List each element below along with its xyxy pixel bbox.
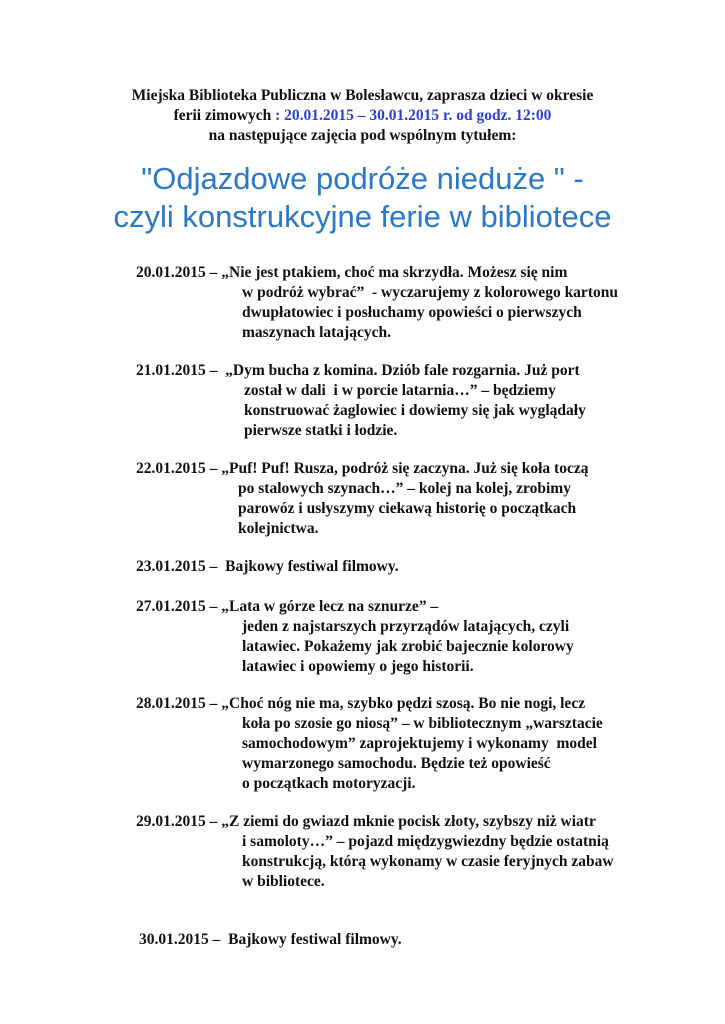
intro-line: Miejska Biblioteka Publiczna w Bolesławcu, zaprasza dzieci w okresie [131, 87, 594, 104]
schedule-entry-date-line: 28.01.2015 – „Choć nóg nie ma, szybko pędzi szosą. Bo nie nogi, lecz [136, 695, 586, 712]
schedule-entry-text-line: dwupłatowiec i posłuchamy opowieści o pierwszych [242, 304, 582, 321]
schedule-entry-text-line: samochodowym” zaprojektujemy i wykonamy model [242, 735, 597, 752]
schedule-entry-text-line: jeden z najstarszych przyrządów latających, czyli [242, 618, 570, 635]
schedule-entry-text-line: i samoloty…” – pojazd międzygwiezdny będzie ostatnią [242, 833, 609, 850]
schedule-entry-text-line: parowóz i usłyszymy ciekawą historię o początkach [238, 500, 577, 517]
schedule-entry-date-line: 30.01.2015 – Bajkowy festiwal filmowy. [139, 931, 402, 948]
schedule-entry-text-line: wymarzonego samochodu. Będzie też opowieść [242, 755, 551, 772]
event-dates: : 20.01.2015 – 30.01.2015 r. od godz. 12:00 [271, 107, 552, 124]
schedule-entry-text-line: pierwsze statki i łodzie. [244, 422, 398, 439]
schedule-entry-text-line: koła po szosie go niosą” – w bibliotecznym „warsztacie [242, 715, 603, 732]
title-line: "Odjazdowe podróże nieduże " - [141, 161, 584, 196]
title-line: czyli konstrukcyjne ferie w bibliotece [113, 199, 612, 234]
schedule-entry-text-line: konstrukcją, którą wykonamy w czasie feryjnych zabaw [242, 853, 614, 870]
schedule-entry-date-line: 20.01.2015 – „Nie jest ptakiem, choć ma skrzydła. Możesz się nim [136, 264, 568, 281]
schedule-entry-text-line: latawiec. Pokażemy jak zrobić bajecznie kolorowy [242, 638, 574, 655]
schedule-entry-text-line: maszynach latających. [242, 324, 391, 341]
intro-line: na następujące zajęcia pod wspólnym tytułem: [208, 127, 517, 144]
schedule-entry-date-line: 29.01.2015 – „Z ziemi do gwiazd mknie pocisk złoty, szybszy niż wiatr [136, 813, 596, 830]
schedule-entry-text-line: o początkach motoryzacji. [242, 775, 416, 792]
schedule-entry-text-line: kolejnictwa. [238, 520, 319, 537]
schedule-entry-text-line: latawiec i opowiemy o jego historii. [242, 658, 474, 675]
schedule-entry-text-line: konstruować żaglowiec i dowiemy się jak wyglądały [244, 402, 586, 419]
schedule-entry-date-line: 27.01.2015 – „Lata w górze lecz na sznurze” – [136, 598, 439, 615]
schedule-entry-text-line: w podróż wybrać” - wyczarujemy z kolorowego kartonu [242, 284, 618, 301]
schedule-entry-text-line: został w dali i w porcie latarnia…” – będziemy [244, 382, 556, 399]
intro-text: ferii zimowych [173, 107, 272, 124]
schedule-entry-date-line: 21.01.2015 – „Dym bucha z komina. Dziób fale rozgarnia. Już port [136, 362, 580, 379]
schedule-entry-text-line: po stalowych szynach…” – kolej na kolej, zrobimy [238, 480, 571, 497]
schedule-entry-date-line: 23.01.2015 – Bajkowy festiwal filmowy. [136, 558, 399, 575]
schedule-entry-text-line: w bibliotece. [242, 873, 325, 890]
schedule-entry-date-line: 22.01.2015 – „Puf! Puf! Rusza, podróż się zaczyna. Już się koła toczą [136, 460, 589, 477]
